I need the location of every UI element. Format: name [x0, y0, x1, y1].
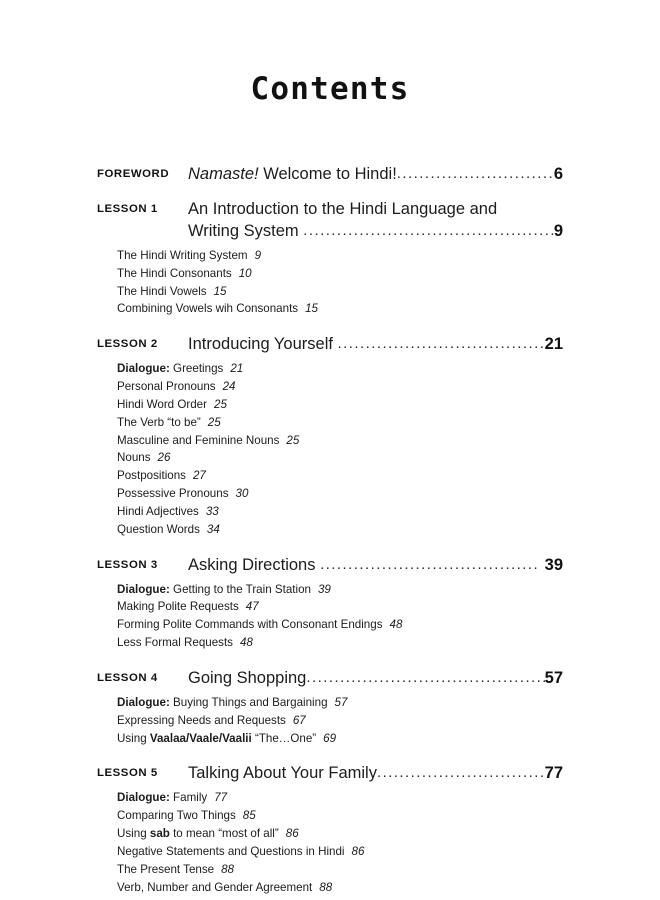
toc-entry-title-line	[188, 668, 563, 690]
dot-leader	[338, 334, 545, 354]
toc-entry[interactable]	[97, 199, 563, 318]
toc-subentry-title: The Verb “to be”	[117, 415, 201, 429]
toc-subentry-title: The Hindi Writing System	[117, 248, 248, 262]
toc-entry-label: LESSON 4	[97, 671, 158, 684]
toc-subentry-bold-term: Dialogue:	[117, 362, 170, 376]
toc-subentry-page-number: 15	[213, 284, 227, 298]
toc-subentry-title: The Hindi Vowels	[117, 284, 207, 298]
toc-subentry[interactable]	[117, 825, 563, 843]
toc-subentry-page-number: 77	[214, 791, 228, 805]
toc-entry-main	[188, 164, 563, 186]
toc-subentry-bold-term: Vaalaa/Vaale/Vaalii	[149, 731, 252, 745]
toc-subentry-page-number: 48	[239, 636, 253, 650]
dot-leader	[303, 221, 554, 241]
toc-subentry-title: Forming Polite Commands with Consonant Endings	[117, 618, 383, 632]
toc-entry-page-number: 57	[544, 668, 563, 687]
toc-subentry-page-number: 21	[230, 362, 244, 376]
toc-subentry-title: Hindi Adjectives	[117, 504, 199, 518]
toc-entry[interactable]	[97, 164, 563, 186]
toc-subentry-page-number: 26	[157, 451, 171, 465]
toc-subentry-page-number: 86	[285, 827, 299, 841]
toc-entry-title-line	[188, 334, 563, 356]
toc-entry[interactable]	[97, 763, 563, 896]
toc-entry-row	[97, 334, 563, 356]
toc-subentry-page-number: 10	[238, 266, 252, 280]
toc-entry-list	[0, 164, 660, 896]
toc-subentry-title: Question Words	[117, 522, 200, 536]
toc-subentry-bold-term: sab	[149, 827, 170, 841]
toc-entry-title-line1: An Introduction to the Hindi Language and	[188, 200, 498, 219]
toc-subentry-title: Negative Statements and Questions in Hindi	[117, 844, 345, 858]
dot-leader	[377, 763, 545, 783]
toc-subentry-title: Nouns	[117, 451, 151, 465]
toc-subentry-bold-term: Dialogue:	[117, 695, 170, 709]
toc-entry-main	[188, 334, 563, 356]
toc-subentry-title: to mean “most of all”	[169, 827, 279, 841]
toc-subentry-page-number: 47	[245, 600, 259, 614]
toc-subentry-page-number: 30	[235, 487, 249, 501]
toc-subentry-bold-term: Dialogue:	[117, 582, 170, 596]
toc-entry-main	[188, 199, 563, 243]
toc-subentry[interactable]	[117, 730, 563, 748]
toc-subentry-page-number: 57	[334, 695, 348, 709]
toc-subentry-list	[97, 360, 563, 538]
toc-entry-main	[188, 555, 563, 577]
toc-subentry-title: Making Polite Requests	[117, 600, 239, 614]
toc-subentry-page-number: 25	[286, 433, 300, 447]
toc-entry-title: Talking About Your Family	[188, 764, 377, 783]
toc-entry-page-number: 6	[553, 165, 563, 184]
toc-subentry-title: Possessive Pronouns	[117, 487, 229, 501]
toc-subentry-page-number: 88	[221, 862, 235, 876]
toc-subentry[interactable]	[117, 396, 563, 414]
toc-entry-label: LESSON 2	[97, 338, 158, 351]
toc-subentry[interactable]	[117, 247, 563, 265]
toc-subentry[interactable]	[117, 467, 563, 485]
toc-entry[interactable]	[97, 555, 563, 652]
toc-subentry-title: Masculine and Feminine Nouns	[117, 433, 280, 447]
toc-entry-label: LESSON 5	[97, 767, 158, 780]
toc-entry-main	[188, 668, 563, 690]
toc-subentry-list	[97, 789, 563, 896]
toc-subentry-title: Getting to the Train Station	[169, 582, 311, 596]
toc-entry[interactable]	[97, 334, 563, 538]
toc-entry-label: LESSON 3	[97, 558, 158, 571]
toc-entry-title	[188, 164, 397, 186]
toc-subentry-title: Greetings	[169, 362, 224, 376]
toc-subentry-bold-term: Dialogue:	[117, 791, 170, 805]
toc-entry-row	[97, 668, 563, 690]
toc-subentry-page-number: 88	[319, 880, 333, 894]
toc-entry[interactable]	[97, 668, 563, 747]
toc-subentry-page-number: 85	[242, 809, 256, 823]
toc-subentry-page-number: 33	[205, 504, 219, 518]
toc-subentry-title: Expressing Needs and Requests	[117, 713, 286, 727]
toc-subentry-page-number: 25	[214, 397, 227, 411]
toc-entry-title: Going Shopping	[188, 668, 307, 687]
toc-subentry-list	[97, 694, 563, 748]
toc-subentry-title: The Hindi Consonants	[117, 266, 232, 280]
toc-subentry[interactable]	[117, 712, 563, 730]
toc-subentry[interactable]	[117, 503, 563, 521]
toc-subentry[interactable]	[117, 789, 563, 807]
toc-entry-title-line	[188, 164, 563, 186]
toc-subentry-title: Verb, Number and Gender Agreement	[117, 880, 313, 894]
toc-subentry-page-number: 67	[292, 713, 306, 727]
toc-entry-title: Introducing Yourself	[188, 335, 338, 354]
toc-subentry-page-number: 39	[317, 582, 331, 596]
toc-subentry-title: Hindi Word Order	[117, 397, 207, 411]
toc-subentry-list	[97, 247, 563, 318]
toc-entry-row	[97, 199, 563, 243]
toc-subentry[interactable]	[117, 521, 563, 539]
toc-entry-row	[97, 164, 563, 186]
toc-subentry[interactable]	[117, 616, 563, 634]
toc-entry-label: FOREWORD	[97, 168, 170, 181]
toc-subentry-title: “The…One”	[251, 731, 317, 745]
toc-subentry-page-number: 69	[323, 731, 337, 745]
toc-subentry-list	[97, 581, 563, 652]
toc-subentry[interactable]	[117, 378, 563, 396]
toc-entry-title: Asking Directions	[188, 555, 321, 574]
toc-subentry[interactable]	[117, 694, 563, 712]
toc-entry-title-line	[188, 221, 563, 243]
toc-subentry[interactable]	[117, 634, 563, 652]
toc-subentry[interactable]	[117, 265, 563, 283]
toc-subentry-title: Less Formal Requests	[117, 636, 233, 650]
toc-subentry[interactable]	[117, 449, 563, 467]
toc-subentry-title: The Present Tense	[117, 862, 215, 876]
toc-subentry[interactable]	[117, 283, 563, 301]
toc-entry-title: Writing System	[188, 221, 304, 240]
toc-entry-page-number: 77	[544, 764, 563, 783]
toc-subentry-title: Buying Things and Bargaining	[169, 695, 328, 709]
toc-subentry[interactable]	[117, 581, 563, 599]
toc-entry-row	[97, 555, 563, 577]
toc-entry-title-rest: Welcome to Hindi!	[258, 165, 397, 184]
toc-subentry[interactable]	[117, 843, 563, 861]
toc-subentry[interactable]	[117, 879, 563, 897]
toc-subentry-page-number: 34	[206, 522, 220, 536]
toc-subentry[interactable]	[117, 360, 563, 378]
toc-entry-title-line	[188, 763, 563, 785]
toc-subentry[interactable]	[117, 861, 563, 879]
page-title: Contents	[250, 71, 410, 107]
toc-subentry-page-number: 9	[254, 248, 262, 262]
toc-subentry-title: Personal Pronouns	[117, 380, 216, 394]
toc-subentry[interactable]	[117, 414, 563, 432]
toc-subentry-page-number: 86	[351, 844, 365, 858]
dot-leader	[397, 164, 554, 184]
toc-subentry-title: Postpositions	[117, 469, 186, 483]
toc-subentry-prefix: Using	[117, 827, 150, 841]
dot-leader	[320, 555, 539, 575]
toc-entry-label: LESSON 1	[97, 203, 158, 216]
toc-subentry-prefix: Using	[117, 731, 150, 745]
toc-subentry-page-number: 25	[207, 415, 221, 429]
toc-subentry-title: Family	[169, 791, 208, 805]
toc-subentry-page-number: 24	[222, 380, 236, 394]
toc-entry-main	[188, 763, 563, 785]
toc-entry-title-line	[188, 555, 563, 577]
dot-leader	[306, 668, 544, 688]
toc-entry-page-number: 9	[553, 221, 563, 240]
toc-subentry-title: Combining Vowels wih Consonants	[117, 302, 299, 316]
toc-subentry-title: Comparing Two Things	[117, 809, 236, 823]
toc-entry-page-number: 39	[544, 555, 563, 574]
toc-subentry-page-number: 27	[192, 469, 206, 483]
toc-entry-page-number: 21	[544, 335, 563, 354]
toc-subentry-page-number: 15	[305, 302, 318, 316]
toc-subentry-page-number: 48	[389, 618, 403, 632]
toc-entry-title-italic: Namaste!	[188, 165, 259, 184]
toc-entry-row	[97, 763, 563, 785]
toc-subentry[interactable]	[117, 300, 563, 318]
toc-subentry[interactable]	[117, 807, 563, 825]
toc-subentry[interactable]	[117, 432, 563, 450]
toc-subentry[interactable]	[117, 485, 563, 503]
toc-subentry[interactable]	[117, 598, 563, 616]
